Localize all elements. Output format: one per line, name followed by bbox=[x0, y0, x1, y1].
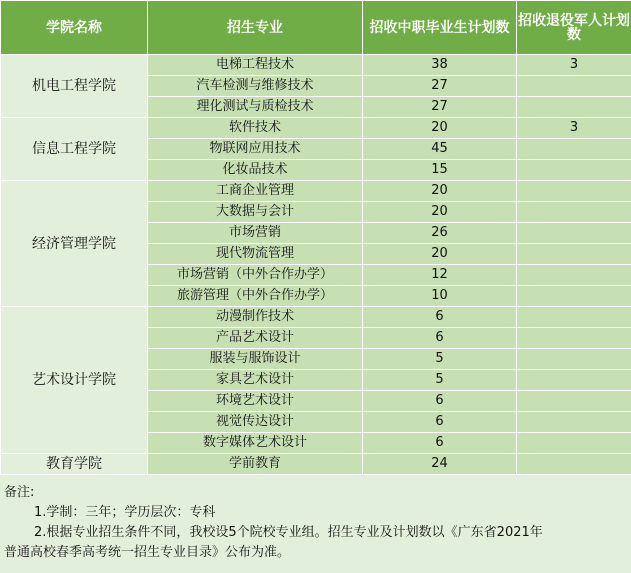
note-item-2: 2.根据专业招生条件不同，我校设5个院校专业组。招生专业及计划数以《广东省2021年 bbox=[34, 525, 543, 540]
header-major[interactable]: 招生专业 bbox=[148, 1, 363, 55]
header-row bbox=[1, 1, 631, 55]
veteran-count-cell[interactable] bbox=[517, 244, 631, 265]
veteran-count-cell[interactable]: 3 bbox=[517, 55, 631, 76]
veteran-count-cell[interactable] bbox=[517, 370, 631, 391]
veteran-count-cell[interactable] bbox=[517, 181, 631, 202]
college-cell[interactable]: 信息工程学院 bbox=[1, 118, 148, 181]
major-cell[interactable]: 现代物流管理 bbox=[148, 244, 363, 265]
plan-count-cell[interactable]: 27 bbox=[363, 97, 517, 118]
header-plan[interactable]: 招收中职毕业生计划数 bbox=[363, 1, 517, 55]
table-row bbox=[1, 307, 631, 328]
college-cell[interactable]: 教育学院 bbox=[1, 454, 148, 475]
table-row bbox=[1, 55, 631, 76]
plan-count-cell[interactable]: 6 bbox=[363, 412, 517, 433]
plan-count-cell[interactable]: 12 bbox=[363, 265, 517, 286]
veteran-count-cell[interactable] bbox=[517, 412, 631, 433]
veteran-count-cell[interactable] bbox=[517, 139, 631, 160]
major-cell[interactable]: 动漫制作技术 bbox=[148, 307, 363, 328]
college-cell[interactable]: 艺术设计学院 bbox=[1, 307, 148, 454]
plan-count-cell[interactable]: 6 bbox=[363, 307, 517, 328]
major-cell[interactable]: 服装与服饰设计 bbox=[148, 349, 363, 370]
table-row bbox=[1, 118, 631, 139]
college-cell[interactable]: 经济管理学院 bbox=[1, 181, 148, 307]
major-cell[interactable]: 汽车检测与维修技术 bbox=[148, 76, 363, 97]
plan-count-cell[interactable]: 20 bbox=[363, 181, 517, 202]
veteran-count-cell[interactable] bbox=[517, 76, 631, 97]
veteran-count-cell[interactable] bbox=[517, 307, 631, 328]
plan-count-cell[interactable]: 20 bbox=[363, 118, 517, 139]
veteran-count-cell[interactable] bbox=[517, 97, 631, 118]
veteran-count-cell[interactable] bbox=[517, 391, 631, 412]
veteran-count-cell[interactable] bbox=[517, 454, 631, 475]
plan-count-cell[interactable]: 5 bbox=[363, 370, 517, 391]
college-cell[interactable]: 机电工程学院 bbox=[1, 55, 148, 118]
note-item-1: 1.学制：三年；学历层次：专科 bbox=[34, 505, 216, 520]
notes-title: 备注: bbox=[4, 485, 35, 500]
major-cell[interactable]: 学前教育 bbox=[148, 454, 363, 475]
major-cell[interactable]: 家具艺术设计 bbox=[148, 370, 363, 391]
plan-count-cell[interactable]: 45 bbox=[363, 139, 517, 160]
veteran-count-cell[interactable] bbox=[517, 223, 631, 244]
veteran-count-cell[interactable] bbox=[517, 349, 631, 370]
major-cell[interactable]: 理化测试与质检技术 bbox=[148, 97, 363, 118]
notes-section bbox=[0, 483, 631, 573]
plan-count-cell[interactable]: 6 bbox=[363, 433, 517, 454]
veteran-count-cell[interactable] bbox=[517, 328, 631, 349]
veteran-count-cell[interactable]: 3 bbox=[517, 118, 631, 139]
veteran-count-cell[interactable] bbox=[517, 160, 631, 181]
plan-count-cell[interactable]: 26 bbox=[363, 223, 517, 244]
major-cell[interactable]: 视觉传达设计 bbox=[148, 412, 363, 433]
plan-count-cell[interactable]: 20 bbox=[363, 202, 517, 223]
plan-count-cell[interactable]: 10 bbox=[363, 286, 517, 307]
major-cell[interactable]: 旅游管理（中外合作办学） bbox=[148, 286, 363, 307]
plan-count-cell[interactable]: 20 bbox=[363, 244, 517, 265]
table-row bbox=[1, 181, 631, 202]
plan-count-cell[interactable]: 38 bbox=[363, 55, 517, 76]
major-cell[interactable]: 市场营销 bbox=[148, 223, 363, 244]
header-college[interactable]: 学院名称 bbox=[1, 1, 148, 55]
major-cell[interactable]: 环境艺术设计 bbox=[148, 391, 363, 412]
major-cell[interactable]: 数字媒体艺术设计 bbox=[148, 433, 363, 454]
major-cell[interactable]: 电梯工程技术 bbox=[148, 55, 363, 76]
note-item-2-continued: 普通高校春季高考统一招生专业目录》公布为准。 bbox=[4, 545, 291, 560]
plan-count-cell[interactable]: 6 bbox=[363, 391, 517, 412]
major-cell[interactable]: 物联网应用技术 bbox=[148, 139, 363, 160]
major-cell[interactable]: 化妆品技术 bbox=[148, 160, 363, 181]
veteran-count-cell[interactable] bbox=[517, 202, 631, 223]
plan-count-cell[interactable]: 24 bbox=[363, 454, 517, 475]
major-cell[interactable]: 大数据与会计 bbox=[148, 202, 363, 223]
veteran-count-cell[interactable] bbox=[517, 265, 631, 286]
major-cell[interactable]: 产品艺术设计 bbox=[148, 328, 363, 349]
plan-count-cell[interactable]: 15 bbox=[363, 160, 517, 181]
major-cell[interactable]: 市场营销（中外合作办学） bbox=[148, 265, 363, 286]
plan-count-cell[interactable]: 27 bbox=[363, 76, 517, 97]
plan-count-cell[interactable]: 6 bbox=[363, 328, 517, 349]
veteran-count-cell[interactable] bbox=[517, 286, 631, 307]
veteran-count-cell[interactable] bbox=[517, 433, 631, 454]
major-cell[interactable]: 工商企业管理 bbox=[148, 181, 363, 202]
plan-count-cell[interactable]: 5 bbox=[363, 349, 517, 370]
header-veteran-plan[interactable]: 招收退役军人计划数 bbox=[517, 1, 631, 55]
table-row bbox=[1, 454, 631, 475]
major-cell[interactable]: 软件技术 bbox=[148, 118, 363, 139]
